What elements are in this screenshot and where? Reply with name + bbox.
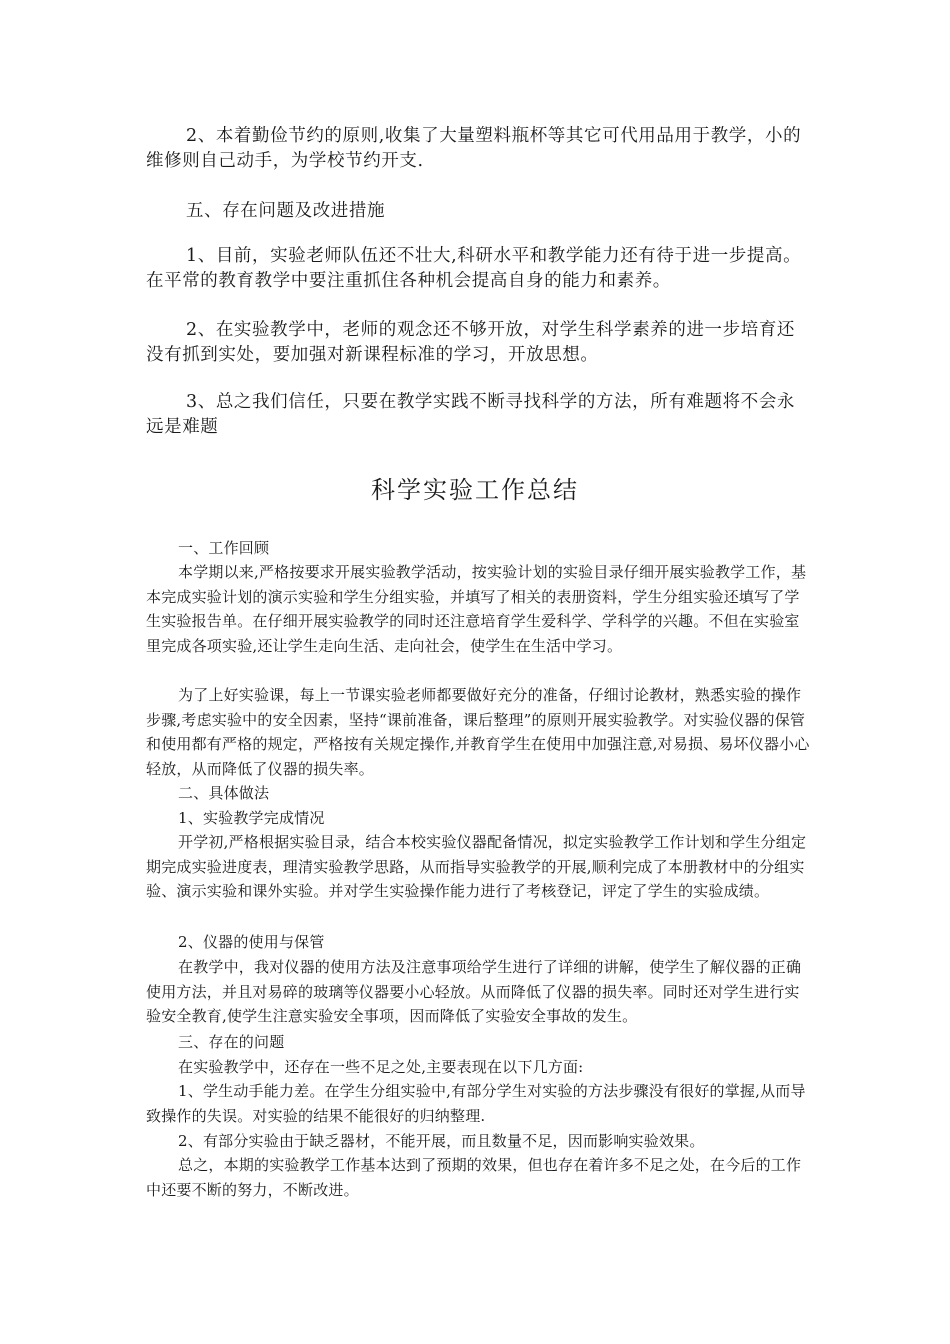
subheading-instruments: 2、仪器的使用与保管 [178,933,325,951]
paragraph-instruments: 在教学中，我对仪器的使用方法及注意事项给学生进行了详细的讲解，使学生了解仪器的正确使用方法，并且对易碎的玻璃等仪器要小心轻放。从而降低了仪器的损失率。同时还对学生进行实验安全教育,使学生注意实验安全事项，因而降低了实验安全事故的发生。 [146,958,802,1025]
paragraph-completion: 开学初,严格根据实验目录，结合本校实验仪器配备情况，拟定实验教学工作计划和学生分组定期完成实验进度表，理清实验教学思路，从而指导实验教学的开展,顺利完成了本册教材中的分组实验、演示实验和课外实验。并对学生实验操作能力进行了考核登记，评定了学生的实验成绩。 [146,833,807,900]
paragraph-review-1: 本学期以来,严格按要求开展实验教学活动，按实验计划的实验目录仔细开展实验教学工作，基本完成实验计划的演示实验和学生分组实验，并填写了相关的表册资料，学生分组实验还填写了学生实验报告单。在仔细开展实验教学的同时还注意培育学生爱科学、学科学的兴趣。不但在实验室里完成各项实验,还让学生走向生活、走向社会，使学生在生活中学习。 [146,563,807,655]
paragraph-issue-2: 2、有部分实验由于缺乏器材，不能开展，而且数量不足，因而影响实验效果。 [178,1132,705,1150]
paragraph-problem-3: 3、总之我们信任，只要在教学实践不断寻找科学的方法，所有难题将不会永远是难题 [146,392,796,437]
subheading-completion: 1、实验教学完成情况 [178,809,325,827]
heading-methods: 二、具体做法 [178,784,270,802]
paragraph-conclusion: 总之，本期的实验教学工作基本达到了预期的效果，但也存在着许多不足之处，在今后的工作中还要不断的努力，不断改进。 [146,1156,802,1199]
paragraph-issue-1: 1、学生动手能力差。在学生分组实验中,有部分学生对实验的方法步骤没有很好的掌握,从而导致操作的失误。对实验的结果不能很好的归纳整理. [146,1082,806,1125]
paragraph-economy: 2、本着勤俭节约的原则,收集了大量塑料瓶杯等其它可代用品用于教学，小的维修则自己动手，为学校节约开支. [146,126,802,171]
paragraph-review-2: 为了上好实验课，每上一节课实验老师都要做好充分的准备，仔细讨论教材，熟悉实验的操作步骤,考虑实验中的安全因素，坚持“课前准备，课后整理”的原则开展实验教学。对实验仪器的保管和使用都有严格的规定，严格按有关规定操作,并教育学生在使用中加强注意,对易损、易坏仪器小心轻放，从而降低了仪器的损失率。 [146,686,810,778]
heading-issues: 三、存在的问题 [178,1033,285,1051]
document-title: 科学实验工作总结 [371,476,579,504]
paragraph-problem-1: 1、目前，实验老师队伍还不壮大,科研水平和教学能力还有待于进一步提高。在平常的教育教学中要注重抓住各种机会提高自身的能力和素养。 [146,246,802,291]
paragraph-problem-2: 2、在实验教学中，老师的观念还不够开放，对学生科学素养的进一步培育还没有抓到实处，要加强对新课程标准的学习，开放思想。 [146,320,796,365]
paragraph-issues-intro: 在实验教学中，还存在一些不足之处,主要表现在以下几方面: [178,1058,584,1076]
heading-problems: 五、存在问题及改进措施 [186,201,386,221]
heading-review: 一、工作回顾 [178,539,270,557]
